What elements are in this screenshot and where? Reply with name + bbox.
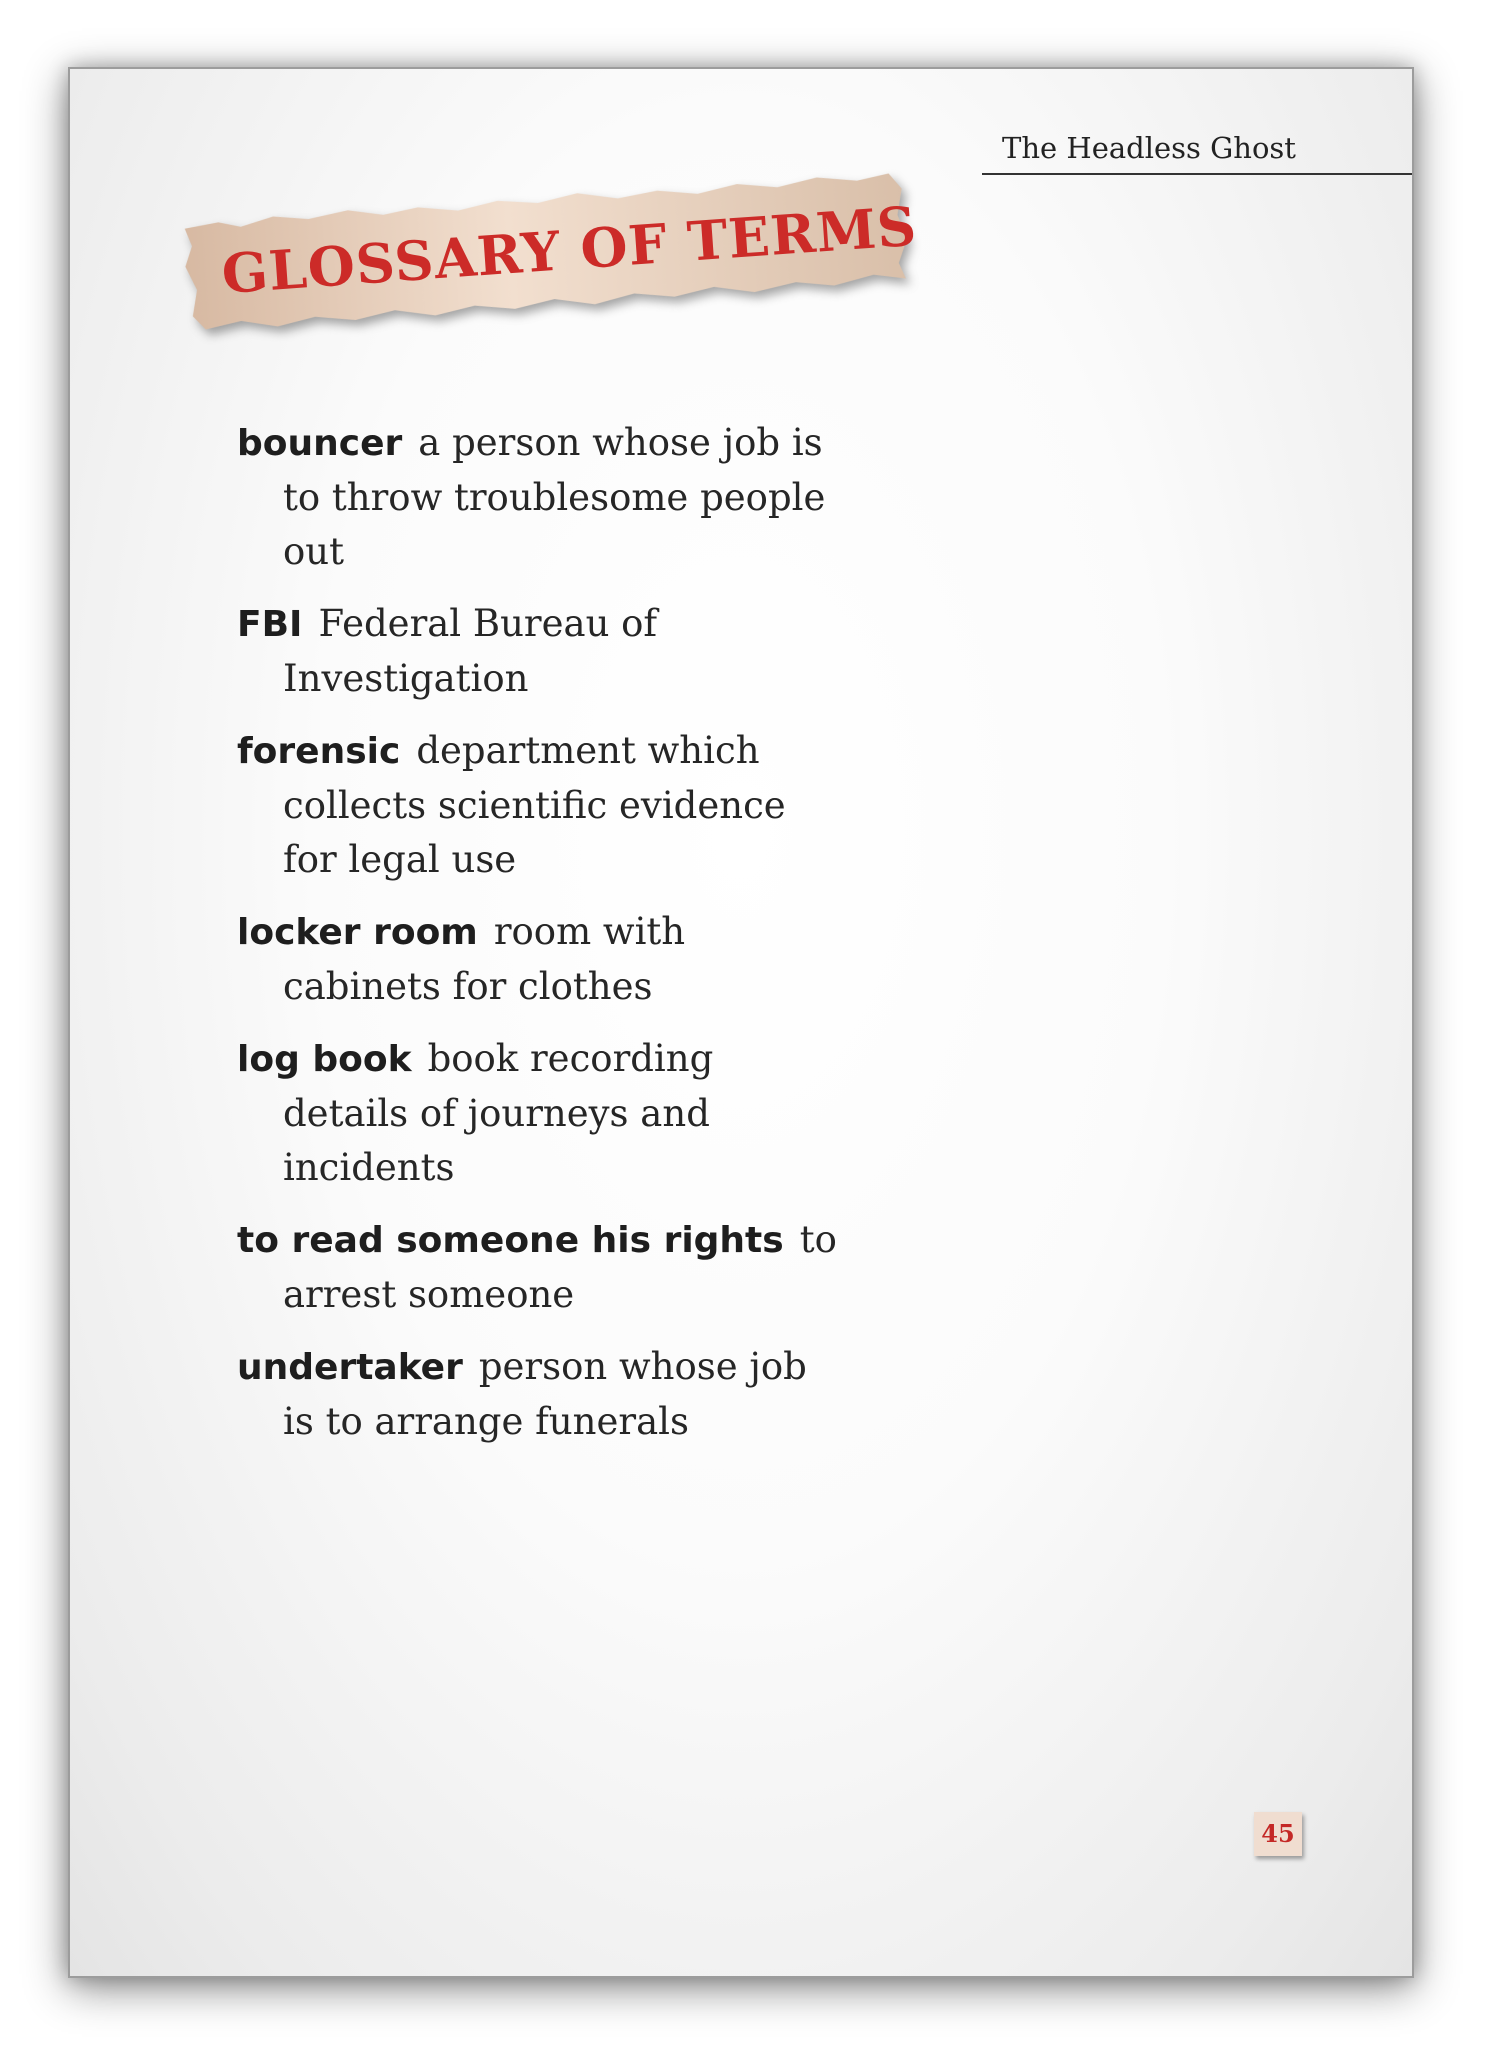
glossary-title-banner: [178, 166, 920, 335]
glossary-heading: GLOSSARY OF TERMS: [219, 193, 920, 307]
glossary-term: locker room: [237, 912, 478, 953]
glossary-entry: [237, 416, 837, 579]
book-page: [68, 67, 1414, 1978]
glossary-entry: [237, 1213, 837, 1322]
glossary-term: FBI: [237, 604, 303, 645]
glossary-definition: book recording details of journeys and incidents: [283, 1037, 714, 1189]
glossary-entry: [237, 905, 837, 1014]
glossary-definition: to arrest someone: [283, 1218, 837, 1316]
glossary-list: [237, 416, 837, 1467]
glossary-entry: [237, 1032, 837, 1195]
glossary-term: to read someone his rights: [237, 1220, 784, 1261]
glossary-term: undertaker: [237, 1347, 463, 1388]
running-head-rule: [982, 173, 1412, 175]
glossary-entry: [237, 724, 837, 887]
glossary-entry: [237, 1340, 837, 1449]
glossary-definition: department which collects scientific evidence for legal use: [283, 729, 786, 881]
glossary-definition: room with cabinets for clothes: [283, 910, 686, 1008]
glossary-definition: person whose job is to arrange funerals: [283, 1345, 807, 1443]
glossary-definition: Federal Bureau of Investigation: [283, 602, 658, 700]
running-title: The Headless Ghost: [1002, 131, 1296, 165]
glossary-definition: a person whose job is to throw troublesome people out: [283, 421, 826, 573]
glossary-entry: [237, 597, 837, 706]
glossary-term: forensic: [237, 731, 401, 772]
glossary-term: log book: [237, 1039, 412, 1080]
page-number: 45: [1254, 1812, 1302, 1856]
running-head: [982, 131, 1412, 173]
glossary-term: bouncer: [237, 423, 403, 464]
